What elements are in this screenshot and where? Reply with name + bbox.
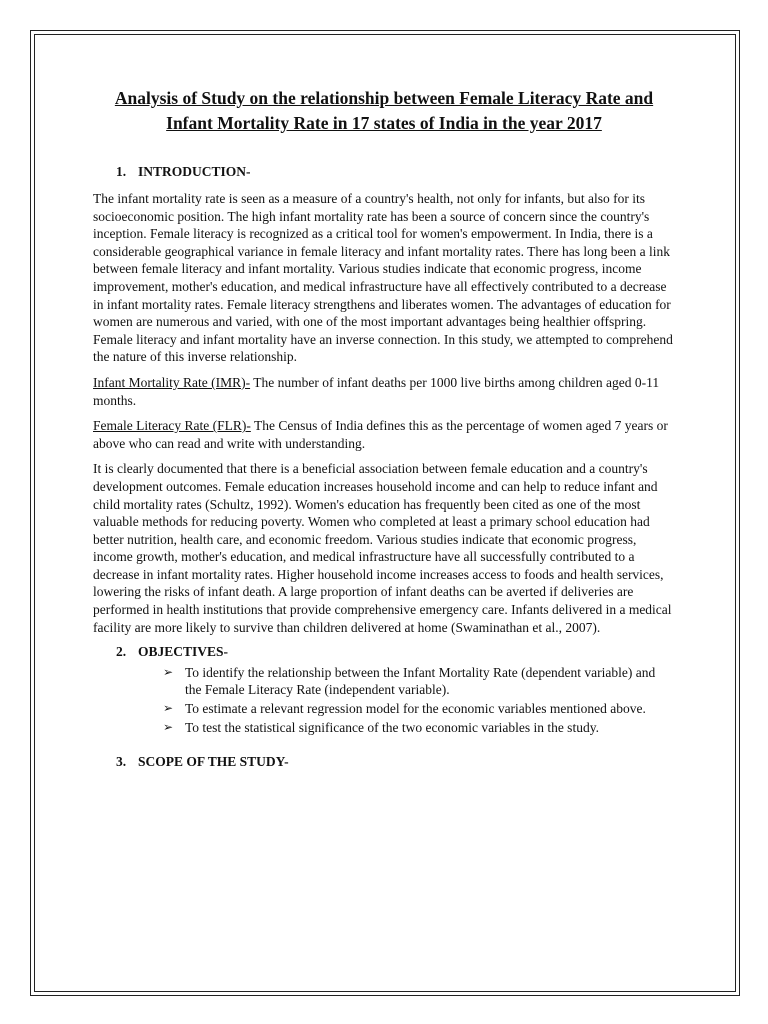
objectives-list [93, 664, 675, 736]
definition-imr [93, 374, 675, 409]
section-title: SCOPE OF THE STUDY- [138, 754, 289, 770]
definition-term: Infant Mortality Rate (IMR)- [93, 374, 251, 390]
list-item [163, 719, 675, 736]
definition-text: The Census of India defines this as the percentage of women aged 7 years or above who can read and write with understanding. [93, 418, 668, 451]
section-heading-introduction [93, 164, 675, 180]
arrowhead-bullet-icon: ➢ [163, 701, 174, 716]
objective-text: To identify the relationship between the Infant Mortality Rate (dependent variable) and the Female Literacy Rate (independent variable). [185, 665, 656, 698]
arrowhead-bullet-icon: ➢ [163, 720, 174, 735]
section-heading-scope [93, 754, 675, 770]
body-paragraph: It is clearly documented that there is a beneficial association between female education and a country's development outcomes. Female education increases household income and can help to reduce infant and child mortality rates (Schultz, 1992). Women's education has frequently been cited as one of the most valuable methods for reducing poverty. Women who completed at least a primary school education had better nutrition, health care, and economic freedom. Various studies indicate that economic progress, income growth, mother's education, and medical infrastructure have all successfully contributed to a decrease in infant mortality rates. Higher household income increases access to foods and health services, lowering the risks of infant death. A large proportion of infant deaths can be averted if deliveries are performed in health institutions that provide comprehensive emergency care. Infants delivered in a medical facility are more likely to survive than children delivered at home (Swaminathan et al., 2007). [93, 461, 672, 635]
list-item [163, 700, 675, 717]
section-title: OBJECTIVES- [138, 644, 229, 660]
section-title: INTRODUCTION- [138, 164, 251, 179]
objective-text: To test the statistical significance of the two economic variables in the study. [185, 720, 599, 736]
definition-flr [93, 417, 675, 452]
section-number: 2. [116, 644, 127, 660]
document-content [93, 86, 675, 770]
section-heading-objectives [93, 644, 675, 660]
intro-paragraph: The infant mortality rate is seen as a measure of a country's health, not only for infants, but also for its socioeconomic position. The high infant mortality rate has been a source of concern since the country's inception. Female literacy is recognized as a critical tool for women's empowerment. In India, there is a considerable geographical variance in female literacy and infant mortality rates. There has long been a link between female literacy and infant mortality. Various studies indicate that economic progress, income improvement, mother's education, and medical infrastructure have all effectively contributed to a decrease in infant mortality rates. Female literacy strengthens and liberates women. The advantages of education for women are numerous and varied, with one of the most important advantages being healthier offspring. Female literacy and infant mortality have an inverse connection. In this study, we attempted to comprehend the nature of this inverse relationship. [93, 191, 673, 365]
section-number: 3. [116, 754, 127, 770]
document-title: Analysis of Study on the relationship between Female Literacy Rate and Infant Mortality Rate in 17 states of India in the year 2017 [114, 88, 654, 133]
list-item [163, 664, 675, 698]
section-number: 1. [116, 164, 127, 179]
definition-term: Female Literacy Rate (FLR)- [93, 418, 251, 434]
objective-text: To estimate a relevant regression model for the economic variables mentioned above. [185, 701, 646, 717]
definition-text: The number of infant deaths per 1000 live births among children aged 0-11 months. [93, 374, 660, 408]
arrowhead-bullet-icon: ➢ [163, 665, 174, 680]
